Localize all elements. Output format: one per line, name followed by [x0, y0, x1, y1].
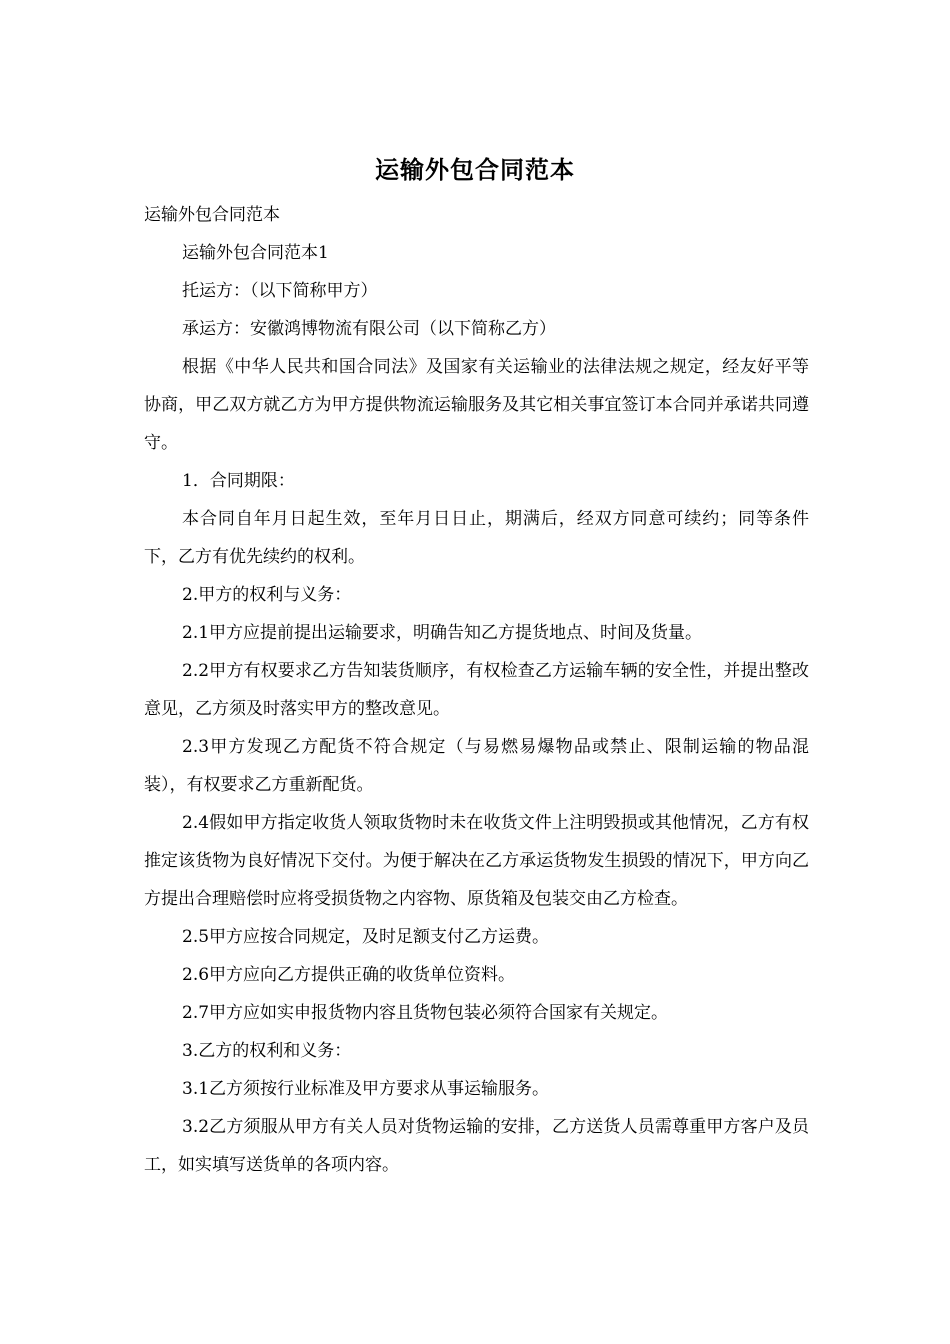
paragraph-shipper: 托运方：（以下简称甲方）: [182, 281, 378, 301]
paragraph-preamble: 根据《中华人民共和国合同法》及国家有关运输业的法律法规之规定，经友好平等协商，甲乙双方就乙方为甲方提供物流运输服务及其它相关事宜签订本合同并承诺共同遵守。: [144, 357, 809, 453]
paragraph-clause-2-1: 2.1甲方应提前提出运输要求，明确告知乙方提货地点、时间及货量。: [182, 623, 703, 643]
paragraph-clause-2-5: 2.5甲方应按合同规定，及时足额支付乙方运费。: [182, 927, 550, 947]
paragraph-clause-2-4: 2.4假如甲方指定收货人领取货物时未在收货文件上注明毁损或其他情况，乙方有权推定该货物为良好情况下交付。为便于解决在乙方承运货物发生损毁的情况下，甲方向乙方提出合理赔偿时应将受损货物之内容物、原货箱及包装交由乙方检查。: [144, 813, 809, 909]
paragraph-subtitle: 运输外包合同范本: [144, 205, 280, 225]
paragraph-clause-3-2: 3.2乙方须服从甲方有关人员对货物运输的安排，乙方送货人员需尊重甲方客户及员工，如实填写送货单的各项内容。: [144, 1117, 809, 1175]
paragraph-section-3: 3.乙方的权利和义务：: [182, 1041, 352, 1061]
paragraph-clause-2-2: 2.2甲方有权要求乙方告知装货顺序，有权检查乙方运输车辆的安全性，并提出整改意见，乙方须及时落实甲方的整改意见。: [144, 661, 809, 719]
paragraph-contract-heading: 运输外包合同范本1: [182, 243, 329, 263]
paragraph-clause-3-1: 3.1乙方须按行业标准及甲方要求从事运输服务。: [182, 1079, 550, 1099]
document-body: [144, 196, 809, 1184]
paragraph-clause-2-7: 2.7甲方应如实申报货物内容且货物包装必须符合国家有关规定。: [182, 1003, 669, 1023]
paragraph-section-1: 1．合同期限：: [182, 471, 295, 491]
paragraph-clause-2-6: 2.6甲方应向乙方提供正确的收货单位资料。: [182, 965, 516, 985]
paragraph-clause-2-3: 2.3甲方发现乙方配货不符合规定（与易燃易爆物品或禁止、限制运输的物品混装），有权要求乙方重新配货。: [144, 737, 809, 795]
paragraph-term: 本合同自年月日起生效，至年月日日止，期满后，经双方同意可续约；同等条件下，乙方有优先续约的权利。: [144, 509, 809, 567]
paragraph-section-2: 2.甲方的权利与义务：: [182, 585, 352, 605]
document-title: 运输外包合同范本: [375, 156, 575, 184]
paragraph-carrier: 承运方：安徽鸿博物流有限公司（以下简称乙方）: [182, 319, 556, 339]
